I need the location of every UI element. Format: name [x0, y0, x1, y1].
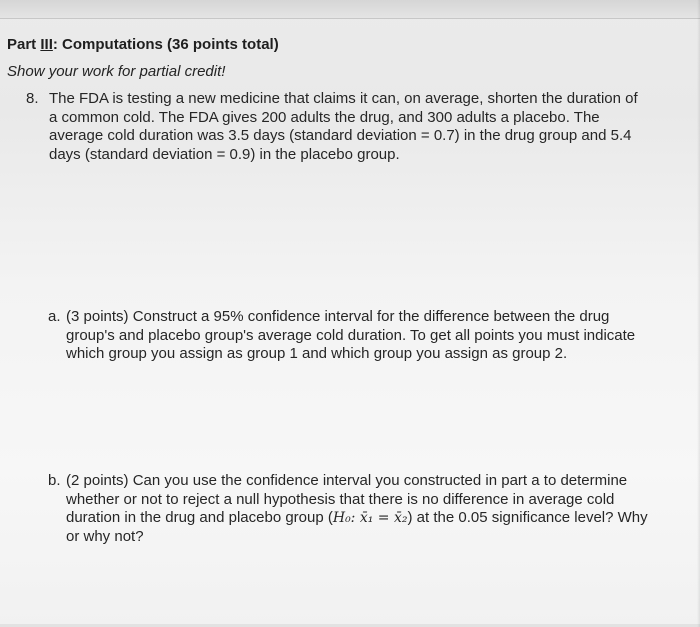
part-title-prefix: Part: [7, 36, 41, 53]
part-b-line: or why not?: [66, 527, 144, 545]
question-number: 8.: [26, 90, 39, 107]
paper-top-edge: [0, 18, 700, 19]
part-a-line: group's and placebo group's average cold duration. To get all points you must indicate: [66, 326, 636, 344]
part-a-label: a.: [48, 308, 61, 325]
part-a-line: which group you assign as group 1 and which group you assign as group 2.: [66, 345, 568, 363]
question-line: days (standard deviation = 0.9) in the placebo group.: [49, 145, 400, 163]
part-title-suffix: : Computations (36 points total): [52, 36, 279, 53]
part-title-roman: III: [40, 36, 53, 53]
part-a-prompt: [66, 308, 696, 364]
instructions-subtitle: Show your work for partial credit!: [7, 63, 226, 80]
part-b-prompt: [66, 472, 696, 546]
part-b-line: [66, 509, 696, 528]
part-b-line3-post: ) at the 0.05 significance level? Why: [407, 509, 648, 527]
part-b-line3-pre: duration in the drug and placebo group (: [66, 509, 333, 527]
null-hypothesis-formula: H₀: x̄₁ = x̄₂: [332, 510, 408, 527]
part-b-label: b.: [48, 472, 61, 489]
part-b-line: (2 points) Can you use the confidence interval you constructed in part a to determine: [66, 472, 628, 489]
top-shadow-band: [0, 0, 700, 18]
part-b-line: whether or not to reject a null hypothesis that there is no difference in average cold: [66, 490, 615, 508]
part-title: [7, 36, 279, 53]
question-prompt: [49, 90, 689, 164]
question-line: The FDA is testing a new medicine that claims it can, on average, shorten the duration of: [49, 90, 638, 107]
part-a-line: (3 points) Construct a 95% confidence interval for the difference between the drug: [66, 308, 610, 325]
question-line: average cold duration was 3.5 days (standard deviation = 0.7) in the drug group and 5.4: [49, 127, 632, 145]
question-line: a common cold. The FDA gives 200 adults the drug, and 300 adults a placebo. The: [49, 108, 600, 126]
